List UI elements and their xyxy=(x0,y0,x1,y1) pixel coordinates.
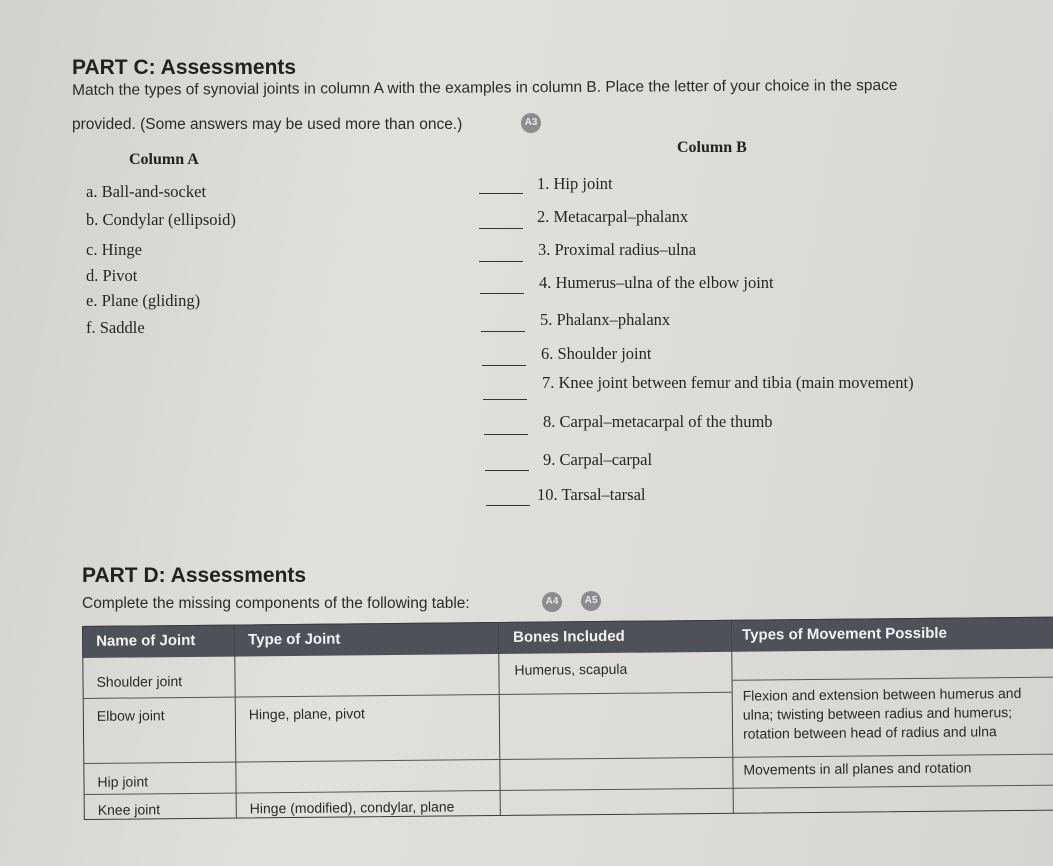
column-b-item: 1. Hip joint xyxy=(537,174,613,193)
table-cell: Knee joint xyxy=(97,801,161,818)
column-a-heading: Column A xyxy=(129,151,199,168)
column-b-item: 7. Knee joint between femur and tibia (main movement) xyxy=(542,373,914,392)
part-c-instruction-line2: provided. (Some answers may be used more than once.) xyxy=(72,116,463,133)
column-a-item: c. Hinge xyxy=(86,240,142,259)
column-a-item: a. Ball-and-socket xyxy=(86,182,207,201)
header-name-of-joint: Name of Joint xyxy=(96,631,196,650)
table-cell: rotation between head of radius and ulna xyxy=(742,723,997,742)
column-b-item: 2. Metacarpal–phalanx xyxy=(537,207,689,226)
part-c-instruction-line1: Match the types of synovial joints in column A with the examples in column B. Place the letter of your choice in the space xyxy=(72,76,898,99)
objective-badge-a5: A5 xyxy=(581,591,601,611)
answer-blank-8[interactable] xyxy=(484,434,528,435)
table-cell: Hip joint xyxy=(97,773,149,790)
column-a-item: f. Saddle xyxy=(86,318,145,337)
table-cell: Humerus, scapula xyxy=(514,660,628,678)
part-d-title: PART D: Assessments xyxy=(82,564,307,587)
answer-blank-5[interactable] xyxy=(481,331,525,332)
table-cell: Movements in all planes and rotation xyxy=(743,759,972,778)
answer-blank-1[interactable] xyxy=(479,193,523,194)
column-a-item: d. Pivot xyxy=(86,266,138,285)
header-bones-included: Bones Included xyxy=(513,627,625,646)
answer-blank-7[interactable] xyxy=(483,399,527,400)
header-type-of-joint: Type of Joint xyxy=(248,630,341,649)
table-cell: Hinge (modified), condylar, plane xyxy=(249,798,455,817)
objective-badge-a3: A3 xyxy=(521,113,541,133)
table-cell: Elbow joint xyxy=(96,707,165,724)
column-b-heading: Column B xyxy=(677,139,747,156)
table-cell: Hinge, plane, pivot xyxy=(248,705,365,723)
answer-blank-4[interactable] xyxy=(480,293,524,294)
answer-blank-3[interactable] xyxy=(479,261,523,262)
column-a-item: b. Condylar (ellipsoid) xyxy=(86,210,236,229)
column-b-item: 9. Carpal–carpal xyxy=(543,450,653,469)
answer-blank-9[interactable] xyxy=(485,470,529,471)
column-b-item: 8. Carpal–metacarpal of the thumb xyxy=(543,412,773,431)
objective-badge-a4: A4 xyxy=(542,592,562,612)
column-a-item: e. Plane (gliding) xyxy=(86,291,201,310)
header-types-of-movement: Types of Movement Possible xyxy=(742,624,947,644)
column-b-item: 4. Humerus–ulna of the elbow joint xyxy=(539,273,774,292)
answer-blank-2[interactable] xyxy=(479,228,523,229)
answer-blank-10[interactable] xyxy=(486,505,530,506)
part-d-instruction: Complete the missing components of the following table: xyxy=(82,595,470,612)
joints-table xyxy=(82,616,1053,819)
column-b-item: 5. Phalanx–phalanx xyxy=(540,310,671,329)
column-b-item: 6. Shoulder joint xyxy=(541,344,652,363)
part-c-title: PART C: Assessments xyxy=(72,56,297,79)
table-cell: Shoulder joint xyxy=(96,673,183,690)
table-cell: Flexion and extension between humerus and xyxy=(742,684,1022,704)
table-cell: ulna; twisting between radius and humerus; xyxy=(742,704,1013,723)
column-b-item: 10. Tarsal–tarsal xyxy=(537,485,646,504)
column-b-item: 3. Proximal radius–ulna xyxy=(538,240,697,259)
answer-blank-6[interactable] xyxy=(482,365,526,366)
